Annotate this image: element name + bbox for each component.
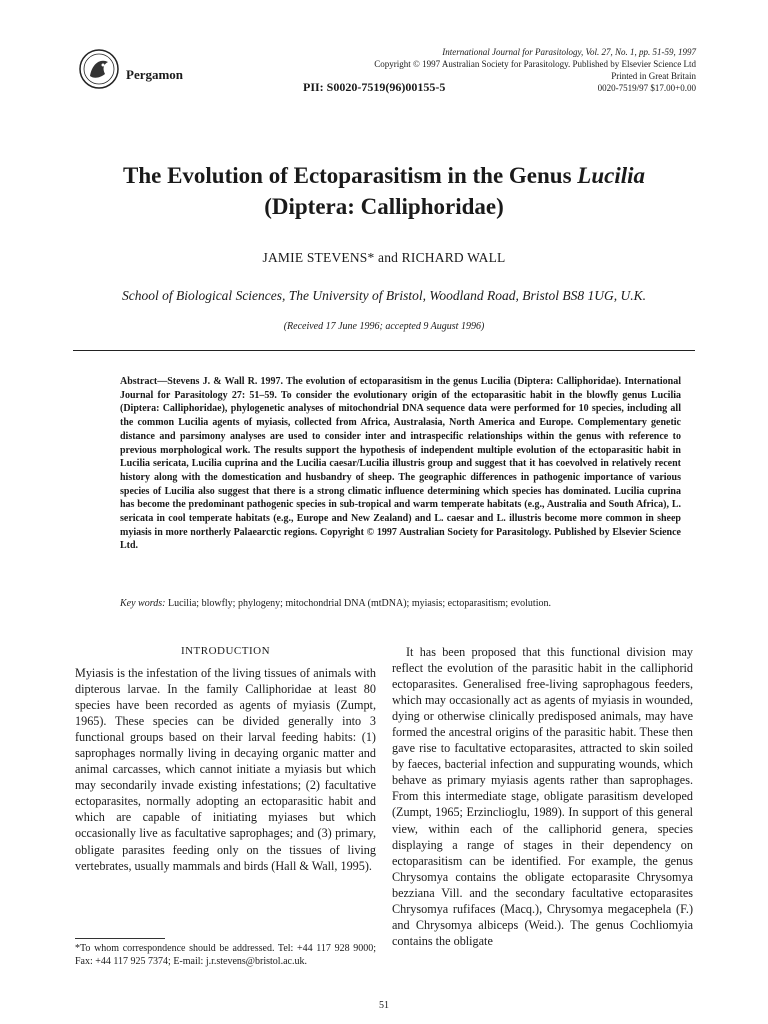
author-affiliation: School of Biological Sciences, The University of Bristol, Woodland Road, Bristol BS8 1UG, U.K. [121, 288, 647, 303]
price-line: 0020-7519/97 $17.00+0.00 [597, 83, 696, 93]
paragraph: Myiasis is the infestation of the living tissues of animals with dipterous larvae. In the family Calliphoridae at least 80 species have been recorded as agents of myiasis (Zumpt, 1965). These species can be divided generally into 3 functional groups based on their larval feeding habits: (1) saprophages normally living in decaying organic matter and animal carcasses, which cannot initiate a myiasis but which may secondarily invade existing infestations; (2) facultative ectoparasites, normally adopting an ectoparasitic habit and which are capable of initiating myiases but which occasionally live as facultative saprophages; and (3) primary, obligate parasites feeding only on the tissues of living vertebrates, usually mammals and birds (Hall & Wall, 1995). [75, 666, 376, 873]
page-number: 51 [379, 1000, 389, 1011]
keywords-label: Key words: [120, 598, 166, 609]
body-column-left [75, 665, 376, 874]
keywords-list: Lucilia; blowfly; phylogeny; mitochondrial DNA (mtDNA); myiasis; ectoparasitism; evolution. [165, 598, 551, 609]
abstract: Abstract—Stevens J. & Wall R. 1997. The evolution of ectoparasitism in the genus Lucilia (Diptera: Calliphoridae). International Journal for Parasitology 27: 51–59. To consider the evolutionary origin of the ectoparasitic habit in the blowfly genus Lucilia (Diptera: Calliphoridae), phylogenetic analyses of mitochondrial DNA sequence data were performed for 10 species, including all the common Lucilia agents of myiasis, collected from Africa, Australasia, North America and Europe. Complementary genetic distance and parsimony analyses are used to consider inter and intraspecific relationships within the genus with reference to previous morphological work. The results support the hypothesis of independent multiple evolution of the ectoparasitic habit in Lucilia sericata, Lucilia cuprina and the Lucilia caesar/Lucilia illustris group and suggest that it has coevolved in relatively recent history along with the domestication and husbandry of sheep. The geographic differences in pathogenic importance of various species of Lucilia also suggest that there is a strong climatic influence determining which species has dominated. Lucilia cuprina has become the predominant pathogenic species in sub-tropical and warm temperate habitats (e.g., Australia and South Africa), L. sericata in cool temperate habitats (e.g., Europe and New Zealand) and L. caesar and L. illustris become more common in sheep myiasis in more northerly Palaearctic regions. Copyright © 1997 Australian Society for Parasitology. Published by Elsevier Science Ltd. [120, 376, 681, 552]
keywords [120, 598, 681, 609]
body-column-right [392, 644, 693, 949]
title-genus: Lucilia [577, 163, 646, 188]
author-list: JAMIE STEVENS* and RICHARD WALL [262, 250, 506, 265]
title-line2: (Diptera: Calliphoridae) [264, 194, 504, 219]
title-main: The Evolution of Ectoparasitism in the Genus [122, 163, 578, 188]
publisher-name: Pergamon [126, 67, 184, 82]
footnote-divider [75, 938, 165, 939]
paragraph: It has been proposed that this functional division may reflect the evolution of the parasitic habit in the calliphorid ectoparasites. Generalised free-living saprophagous feeders, which may occasionally act as agents of myiasis in wounded, dying or otherwise clinically predisposed animals, may have formed the ancestral origins of the parasitic habit. These then gave rise to facultative ectoparasites, attracted to skin soiled by faeces, bacterial infection and suppurating wounds, which behave as primary myiasis agents rather than saprophages. From this intermediate stage, obligate parasitism developed (Zumpt, 1965; Erzinclioglu, 1989). In support of this general view, within each of the calliphorid genera, species displaying a range of stages in their dependency on ectoparasitism can be identified. For example, the genus Chrysomya contains the obligate ectoparasite Chrysomya bezziana Vill. and the secondary facultative ectoparasites Chrysomya rufifaces (Macq.), Chrysomya megacephela (F.) and Chrysomya albiceps (Weid.). The genus Cochliomyia contains the obligate [392, 645, 693, 948]
copyright-line: Copyright © 1997 Australian Society for Parasitology. Published by Elsevier Science Ltd [374, 59, 696, 69]
journal-citation: International Journal for Parasitology, Vol. 27, No. 1, pp. 51-59, 1997 [442, 47, 696, 57]
pergamon-logo-icon [78, 48, 120, 90]
pii-identifier: PII: S0020-7519(96)00155-5 [303, 80, 446, 94]
section-heading-introduction: INTRODUCTION [180, 645, 271, 657]
correspondence-footnote: *To whom correspondence should be addressed. Tel: +44 117 928 9000; Fax: +44 117 925 7374; E-mail: j.r.stevens@bristol.ac.uk. [75, 943, 376, 967]
header-divider [73, 350, 695, 351]
printed-line: Printed in Great Britain [611, 71, 696, 81]
received-dates: (Received 17 June 1996; accepted 9 August 1996) [283, 321, 485, 332]
article-title [60, 160, 708, 222]
